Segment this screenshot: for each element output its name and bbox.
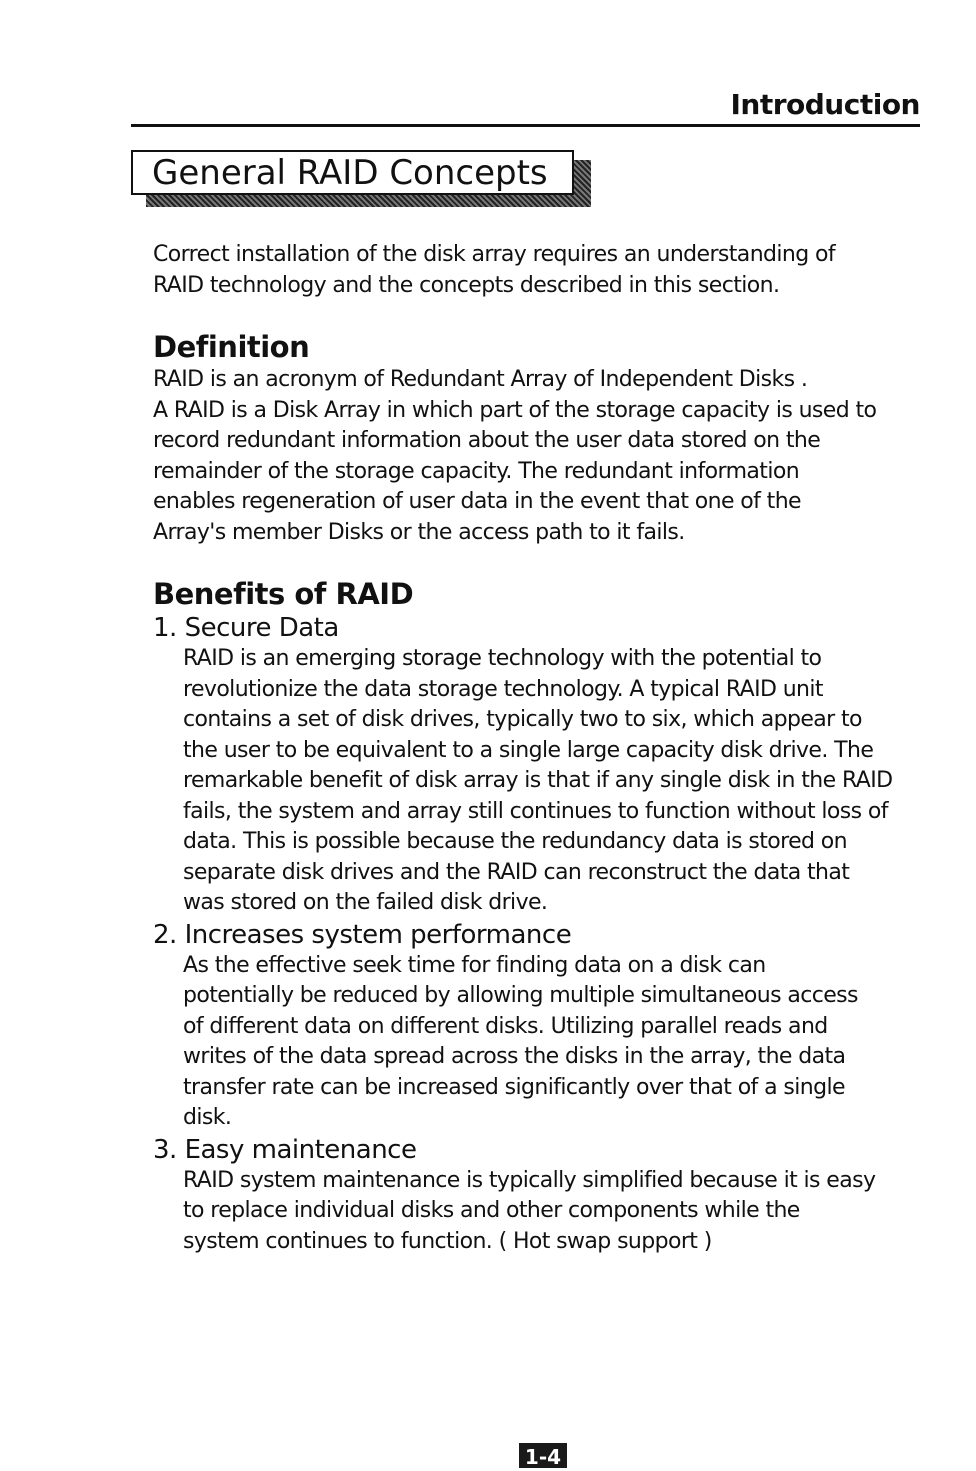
- text-line: enables regeneration of user data in the event that one of the: [153, 489, 801, 514]
- text-line: separate disk drives and the RAID can reconstruct the data that: [183, 859, 850, 885]
- benefits-section: [153, 576, 933, 1257]
- text-line: writes of the data spread across the disks in the array, the data: [183, 1044, 846, 1069]
- text-line: Correct installation of the disk array requires an understanding of: [153, 242, 836, 267]
- page-title: General RAID Concepts: [131, 150, 574, 195]
- text-line: As the effective seek time for finding data on a disk can: [183, 952, 766, 978]
- text-line: RAID technology and the concepts described in this section.: [153, 272, 780, 298]
- text-line: disk.: [183, 1105, 232, 1130]
- text-line: RAID is an emerging storage technology with the potential to: [183, 646, 822, 671]
- section-header: Introduction: [730, 88, 920, 121]
- benefit-paragraph-secure-data: [183, 644, 933, 919]
- text-line: of different data on different disks. Utilizing parallel reads and: [183, 1013, 828, 1039]
- text-line: RAID system maintenance is typically simplified because it is easy: [183, 1167, 876, 1193]
- text-line: transfer rate can be increased significantly over that of a single: [183, 1074, 845, 1100]
- text-line: fails, the system and array still continues to function without loss of: [183, 798, 888, 824]
- benefit-title-performance: 2. Increases system performance: [153, 919, 572, 950]
- text-line: revolutionize the data storage technology. A typical RAID unit: [183, 676, 823, 702]
- definition-heading: Definition: [153, 330, 310, 364]
- page-number: 1-4: [519, 1443, 567, 1468]
- benefits-heading: Benefits of RAID: [153, 577, 414, 611]
- text-line: RAID is an acronym of Redundant Array of Independent Disks .: [153, 367, 808, 392]
- text-line: remainder of the storage capacity. The redundant information: [153, 458, 800, 484]
- benefit-title-secure-data: 1. Secure Data: [153, 613, 339, 643]
- text-line: Array's member Disks or the access path to it fails.: [153, 519, 685, 545]
- header-rule: [131, 124, 920, 127]
- text-line: potentially be reduced by allowing multiple simultaneous access: [183, 983, 858, 1008]
- text-line: remarkable benefit of disk array is that if any single disk in the RAID: [183, 768, 893, 793]
- text-line: was stored on the failed disk drive.: [183, 890, 548, 915]
- benefit-title-maintenance: 3. Easy maintenance: [153, 1134, 417, 1165]
- intro-paragraph: [153, 240, 933, 301]
- text-line: the user to be equivalent to a single large capacity disk drive. The: [183, 737, 874, 763]
- text-line: data. This is possible because the redundancy data is stored on: [183, 829, 847, 854]
- text-line: system continues to function. ( Hot swap support ): [183, 1228, 712, 1254]
- text-line: contains a set of disk drives, typically two to six, which appear to: [183, 707, 862, 732]
- text-line: A RAID is a Disk Array in which part of the storage capacity is used to: [153, 397, 877, 423]
- text-line: record redundant information about the user data stored on the: [153, 428, 821, 453]
- benefit-paragraph-maintenance: [183, 1166, 933, 1258]
- definition-section: [153, 329, 933, 548]
- definition-paragraph: [153, 365, 933, 548]
- main-content: [153, 240, 933, 1257]
- benefit-paragraph-performance: [183, 951, 933, 1134]
- text-line: to replace individual disks and other components while the: [183, 1198, 800, 1223]
